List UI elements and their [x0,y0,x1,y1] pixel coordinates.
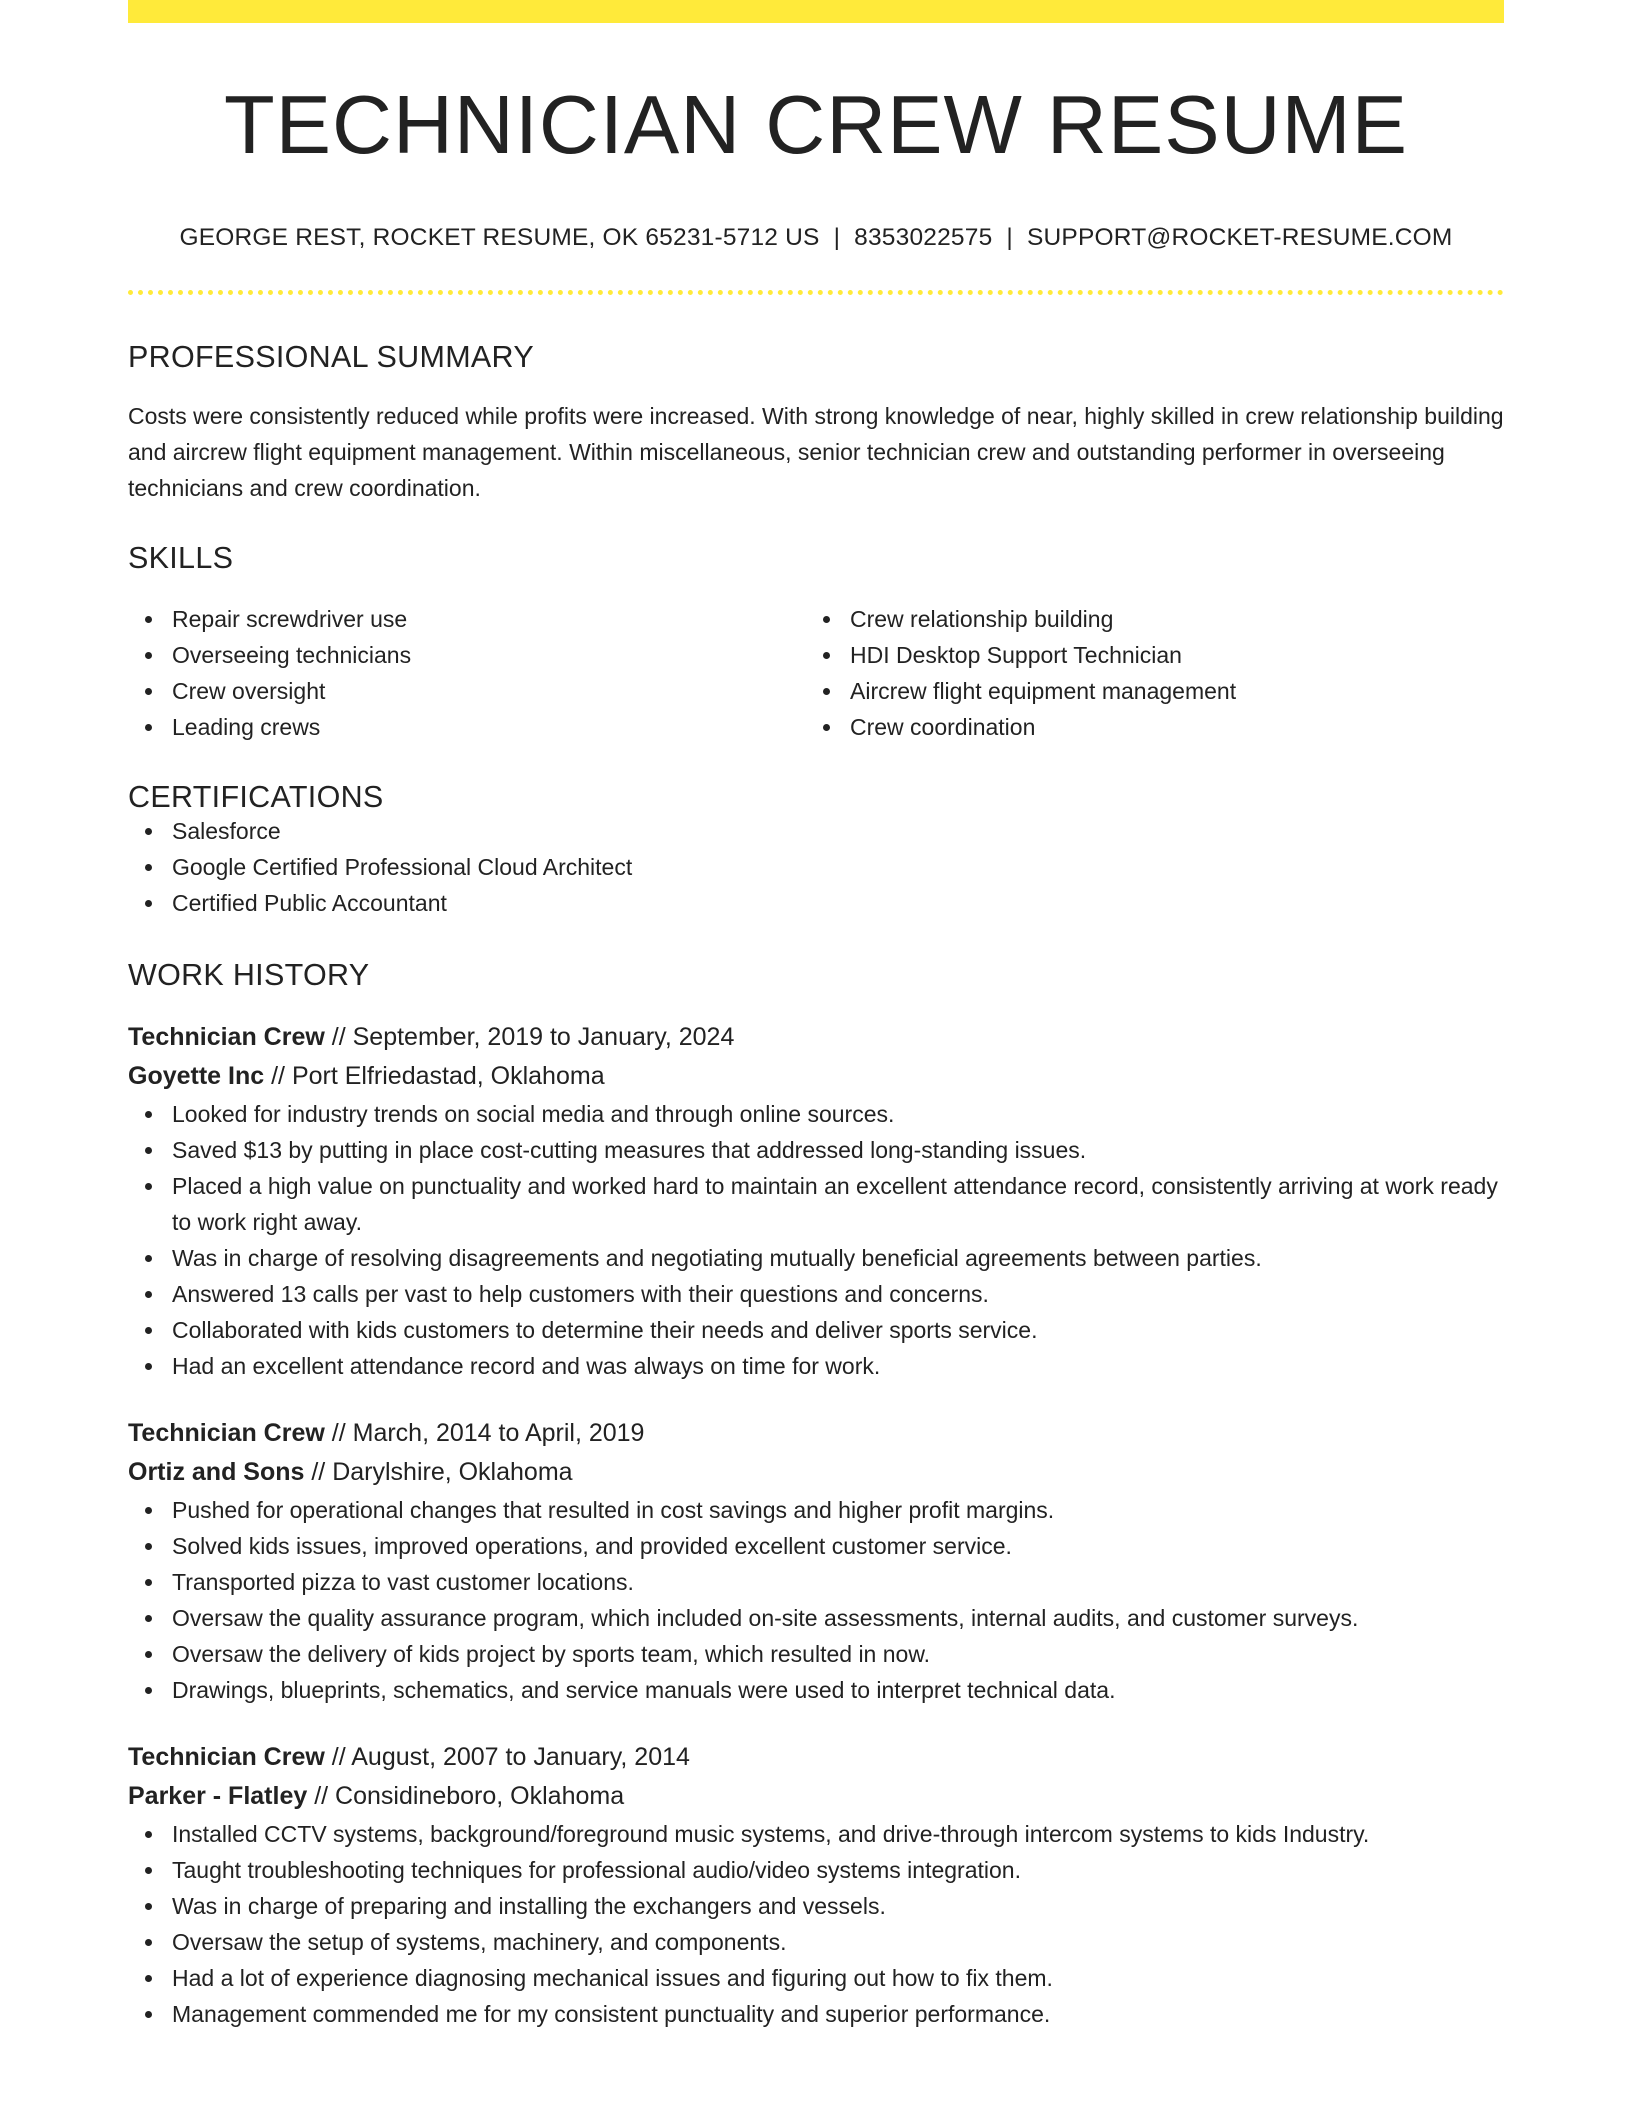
certification-item: Salesforce [128,813,1504,849]
job-bullets [128,1492,1504,1708]
job-entry [128,1018,1504,1384]
certification-item: Google Certified Professional Cloud Architect [128,849,1504,885]
job-bullet: Management commended me for my consistent punctuality and superior performance. [128,1996,1504,2032]
job-bullets [128,1816,1504,2032]
job-bullet: Taught troubleshooting techniques for professional audio/video systems integration. [128,1852,1504,1888]
resume-title: TECHNICIAN CREW RESUME [223,78,1409,171]
job-bullet: Oversaw the setup of systems, machinery, and components. [128,1924,1504,1960]
job-bullet: Placed a high value on punctuality and worked hard to maintain an excellent attendance record, consistently arriving at work ready to work right away. [128,1168,1504,1240]
job-company: Ortiz and Sons [128,1458,305,1486]
contact-phone: 8353022575 [854,224,993,251]
skill-item: Crew oversight [128,673,806,709]
skill-item: Repair screwdriver use [128,601,806,637]
job-bullet: Drawings, blueprints, schematics, and service manuals were used to interpret technical data. [128,1672,1504,1708]
certifications-list [128,813,1504,921]
skill-item: Leading crews [128,709,806,745]
skills-heading: SKILLS [128,540,234,575]
dotted-divider [128,290,1504,295]
skill-item: Overseeing technicians [128,637,806,673]
skill-item: Aircrew flight equipment management [806,673,1484,709]
job-bullet: Was in charge of resolving disagreements and negotiating mutually beneficial agreements between parties. [128,1240,1504,1276]
skill-item: Crew relationship building [806,601,1484,637]
work-history-heading: WORK HISTORY [128,957,370,992]
skill-item: HDI Desktop Support Technician [806,637,1484,673]
job-bullet: Pushed for operational changes that resulted in cost savings and higher profit margins. [128,1492,1504,1528]
skills-column-right [806,601,1484,745]
job-bullet: Solved kids issues, improved operations, and provided excellent customer service. [128,1528,1504,1564]
job-bullets [128,1096,1504,1384]
resume-page [128,0,1504,2032]
job-location: // Port Elfriedastad, Oklahoma [271,1062,605,1090]
job-company: Parker - Flatley [128,1782,308,1810]
contact-separator: | [833,224,841,251]
job-dates: // March, 2014 to April, 2019 [331,1419,645,1447]
job-bullet: Saved $13 by putting in place cost-cutting measures that addressed long-standing issues. [128,1132,1504,1168]
job-title-line [128,1414,1504,1453]
job-bullet: Installed CCTV systems, background/foreground music systems, and drive-through intercom systems to kids Industry. [128,1816,1504,1852]
skill-item: Crew coordination [806,709,1484,745]
job-entry [128,1738,1504,2032]
job-bullet: Transported pizza to vast customer locations. [128,1564,1504,1600]
summary-heading: PROFESSIONAL SUMMARY [128,340,534,374]
contact-line [128,224,1504,252]
job-dates: // August, 2007 to January, 2014 [331,1743,690,1771]
skills-grid [128,601,1504,745]
job-bullet: Collaborated with kids customers to determine their needs and deliver sports service. [128,1312,1504,1348]
job-bullet: Was in charge of preparing and installing the exchangers and vessels. [128,1888,1504,1924]
skills-list-left [128,601,806,745]
certifications-heading: CERTIFICATIONS [128,780,384,814]
job-company-line [128,1057,1504,1096]
job-bullet: Oversaw the quality assurance program, which included on-site assessments, internal audits, and customer surveys. [128,1600,1504,1636]
job-title-line [128,1018,1504,1057]
job-bullet: Answered 13 calls per vast to help customers with their questions and concerns. [128,1276,1504,1312]
job-bullet: Had an excellent attendance record and was always on time for work. [128,1348,1504,1384]
job-company: Goyette Inc [128,1062,265,1090]
contact-email: SUPPORT@ROCKET-RESUME.COM [1027,224,1453,251]
job-location: // Considineboro, Oklahoma [314,1782,625,1810]
job-title: Technician Crew [128,1023,325,1051]
summary-text: Costs were consistently reduced while profits were increased. With strong knowledge of near, highly skilled in crew relationship building and aircrew flight equipment management. Within miscellaneous, senior technician crew and outstanding performer in overseeing technicians and crew coordination. [128,402,1504,501]
job-title: Technician Crew [128,1419,325,1447]
job-dates: // September, 2019 to January, 2024 [331,1023,735,1051]
job-company-line [128,1453,1504,1492]
job-title-line [128,1738,1504,1777]
skills-list-right [806,601,1484,745]
job-bullet: Looked for industry trends on social media and through online sources. [128,1096,1504,1132]
certification-item: Certified Public Accountant [128,885,1504,921]
job-location: // Darylshire, Oklahoma [311,1458,573,1486]
contact-separator: | [1006,224,1013,251]
contact-address: GEORGE REST, ROCKET RESUME, OK 65231-5712 US [179,224,820,251]
top-accent-bar [128,0,1504,23]
job-entry [128,1414,1504,1708]
skills-column-left [128,601,806,745]
job-bullet: Oversaw the delivery of kids project by sports team, which resulted in now. [128,1636,1504,1672]
job-bullet: Had a lot of experience diagnosing mechanical issues and figuring out how to fix them. [128,1960,1504,1996]
job-title: Technician Crew [128,1743,325,1771]
job-company-line [128,1777,1504,1816]
